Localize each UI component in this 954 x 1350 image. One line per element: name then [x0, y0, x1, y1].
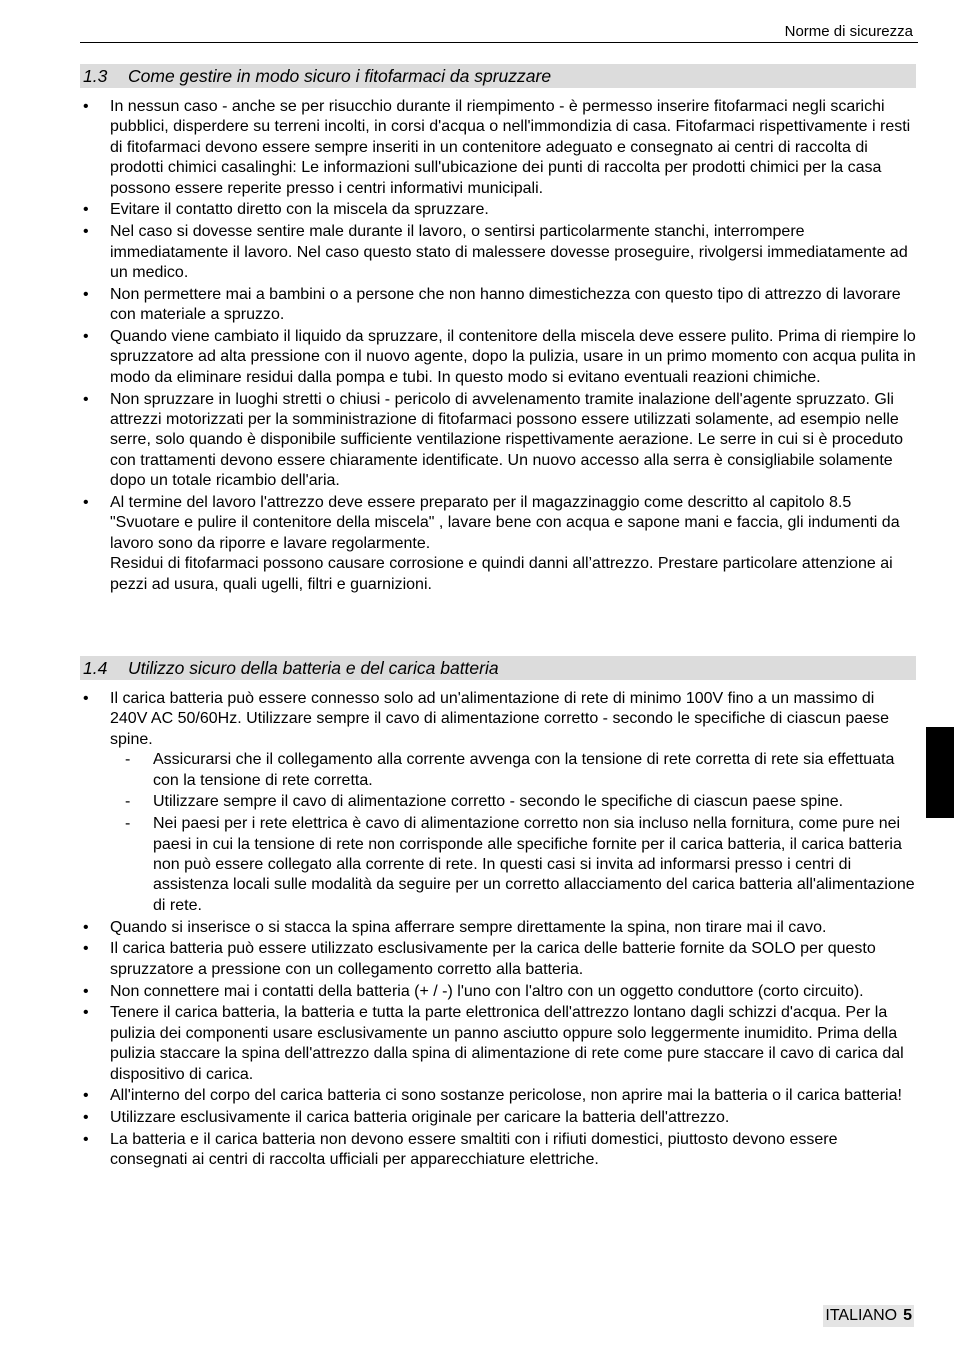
section-number: 1.4 — [83, 658, 108, 678]
section-heading-1-3 — [80, 64, 916, 88]
list-item-continuation: Residui di fitofarmaci possono causare corrosione e quindi danni all’attrezzo. Prestare particolare attenzione ai pezzi ad usura, quali ugelli, filtri e guarnizioni. — [110, 555, 893, 593]
list-item: • Non permettere mai a bambini o a persone che non hanno dimestichezza con questo tipo di attrezzo di lavorare con materiale a spruzzo. — [80, 285, 916, 326]
list-item: • Tenere il carica batteria, la batteria e tutta la parte elettronica dell'attrezzo lontano dagli schizzi d'acqua. Per la pulizia dei componenti usare esclusivamente un panno asciutto oppure solo leggermente inumidito. Prima della pulizia staccare la spina dell'attrezzo dalla spina di alimentazione di rete come pure staccare il cavo di carica dal dispositivo di carica. — [80, 1003, 916, 1085]
list-item: • Non spruzzare in luoghi stretti o chiusi - pericolo di avvelenamento tramite inalazione dell'agente spruzzato. Gli attrezzi motorizzati per la somministrazione di fitofarmaci possono essere utilizzati solamente, ad esempio nelle serre, solo quando è disponibile sufficiente ventilazione rispettivamente aerazione. Le serre in cui si è proceduto con trattamenti devono essere chiaramente identificate. Un nuovo accesso alla serra è consigliabile solamente dopo un totale ricambio dell'aria. — [80, 390, 916, 492]
list-item: • Il carica batteria può essere utilizzato esclusivamente per la carica delle batterie fornite da SOLO per questo spruzzatore a pressione con un collegamento corretto alla batteria. — [80, 939, 916, 980]
sub-list — [110, 750, 916, 916]
bullet-list-1-4 — [80, 689, 916, 1172]
list-item-text: • Al termine del lavoro l'attrezzo deve essere preparato per il magazzinaggio come descritto al capitolo 8.5 "Svuotare e pulire il contenitore della miscela" , lavare bene con acqua e sapone mani e faccia, gli indumenti da lavoro sono da riporre e lavare regolarmente. — [110, 494, 900, 552]
list-item: • Evitare il contatto diretto con la miscela da spruzzare. — [80, 200, 916, 220]
chapter-thumb-tab — [926, 727, 954, 818]
list-item: • Quando viene cambiato il liquido da spruzzare, il contenitore della miscela deve essere pulito. Prima di riempire lo spruzzatore ad alta pressione con il nuovo agente, dopo la pulizia, usare in un primo momento con acqua pulita in modo da eliminare residui dalla pompa e tubi. In questo modo si evitano eventuali reazioni chimiche. — [80, 327, 916, 388]
list-item: • Non connettere mai i contatti della batteria (+ / -) l'uno con l'altro con un oggetto conduttore (corto circuito). — [80, 982, 916, 1002]
section-title: Utilizzo sicuro della batteria e del carica batteria — [128, 658, 499, 678]
page-number: 5 — [903, 1307, 912, 1324]
section-heading-1-4 — [80, 656, 916, 680]
list-item-text: • Il carica batteria può essere connesso solo ad un'alimentazione di rete di minimo 100V fino a un massimo di 240V AC 50/60Hz. Utilizzare sempre il cavo di alimentazione corretto - secondo le specifiche di ciascun paese spine. — [110, 690, 890, 748]
list-item: • Quando si inserisce o si stacca la spina afferrare sempre direttamente la spina, non tirare mai il cavo. — [80, 918, 916, 938]
list-item: • Utilizzare esclusivamente il carica batteria originale per caricare la batteria dell'attrezzo. — [80, 1108, 916, 1128]
list-item: • La batteria e il carica batteria non devono essere smaltiti con i rifiuti domestici, piuttosto devono essere consegnati ai centri di raccolta ufficiali per apparecchiature elettriche. — [80, 1130, 916, 1171]
footer-language: ITALIANO — [825, 1307, 898, 1324]
list-item: • All'interno del corpo del carica batteria ci sono sostanze pericolose, non aprire mai la batteria o il carica batteria! — [80, 1086, 916, 1106]
header-rule — [80, 42, 918, 43]
sub-list-item: - Assicurarsi che il collegamento alla corrente avvenga con la tensione di rete corretta di rete sia effettuata con la tensione di rete corretta. — [110, 750, 916, 791]
running-header: Norme di sicurezza — [784, 23, 913, 40]
section-number: 1.3 — [83, 66, 108, 86]
section-title: Come gestire in modo sicuro i fitofarmaci da spruzzare — [128, 66, 552, 86]
list-item — [80, 493, 916, 595]
sub-list-item: - Utilizzare sempre il cavo di alimentazione corretto - secondo le specifiche di ciascun paese spine. — [110, 792, 916, 812]
list-item: • In nessun caso - anche se per risucchio durante il riempimento - è permesso inserire fitofarmaci negli scarichi pubblici, disperdere su terreni incolti, in corsi d'acqua o nell'immondizia di casa. Fitofarmaci rispettivamente i resti di fitofarmaci devono essere sempre inseriti in un contenitore adeguato e consegnato ai centri di raccolta di prodotti chimici casalinghi: Le informazioni sull'ubicazione dei punti di raccolta per prodotti chimici per la casa possono essere reperite presso i centri informativi municipali. — [80, 97, 916, 199]
page-footer — [823, 1305, 914, 1327]
list-item — [80, 689, 916, 916]
list-item: • Nel caso si dovesse sentire male durante il lavoro, o sentirsi particolarmente stanchi, interrompere immediatamente il lavoro. Nel caso questo stato di malessere dovesse proseguire, rivolgersi immediatamente ad un medico. — [80, 222, 916, 283]
bullet-list-1-3 — [80, 97, 916, 596]
sub-list-item: - Nei paesi per i rete elettrica è cavo di alimentazione corretto non sia incluso nella fornitura, come pure nei paesi in cui la tensione di rete non corrisponde alle specifiche fornite per il carica batteria, il carica batteria non può essere collegato alla corrente di rete. In questi casi si invita ad informarsi presso i centri di assistenza locali sulle modalità da seguire per un corretto allacciamento del carica batteria all'alimentazione di rete. — [110, 814, 916, 916]
